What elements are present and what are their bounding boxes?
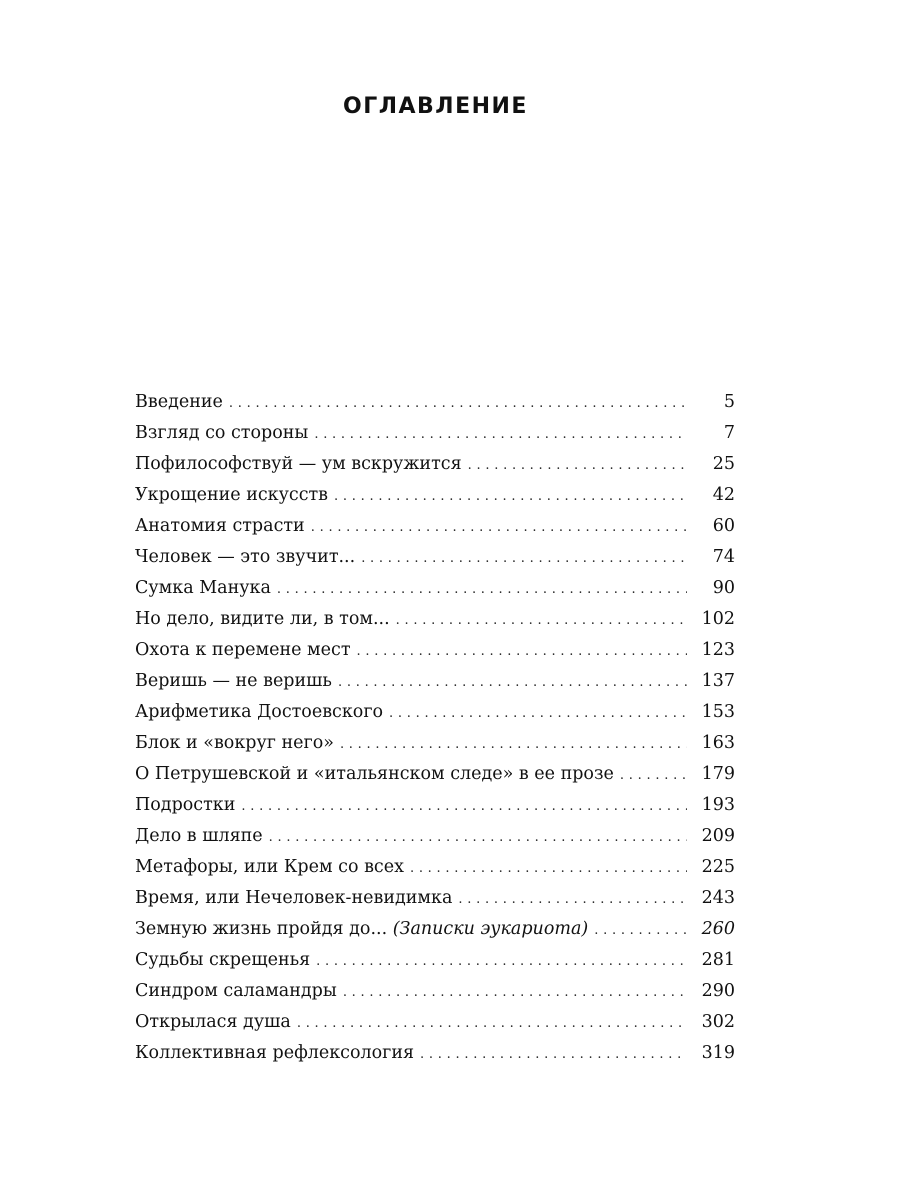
toc-entry-page: 153 [701, 702, 735, 722]
dot-leader [334, 481, 687, 512]
toc-entry-page: 163 [701, 733, 735, 753]
toc-entry [135, 976, 735, 1007]
toc-entry [135, 728, 735, 759]
dot-leader [314, 419, 687, 450]
toc-entry-page: 243 [701, 888, 735, 908]
page-title: ОГЛАВЛЕНИЕ [343, 94, 528, 119]
dot-leader [396, 605, 687, 636]
dot-leader [468, 450, 687, 481]
toc-entry [135, 511, 735, 542]
toc-entry-title: Судьбы скрещенья [135, 950, 311, 970]
toc-entry-page: 193 [701, 795, 735, 815]
toc-entry [135, 1038, 735, 1069]
dot-leader [277, 574, 687, 605]
toc-entry [135, 635, 735, 666]
dot-leader [410, 853, 687, 884]
toc-entry-page: 7 [723, 423, 735, 443]
toc-entry-title: Время, или Нечеловек-невидимка [135, 888, 453, 908]
toc-entry-title: Открылася душа [135, 1012, 291, 1032]
toc-entry-title: Коллективная рефлексология [135, 1043, 415, 1063]
toc-entry [135, 387, 735, 418]
toc-entry [135, 945, 735, 976]
toc-entry [135, 480, 735, 511]
dot-leader [343, 977, 687, 1008]
toc-entry [135, 914, 735, 945]
dot-leader [389, 698, 687, 729]
toc-entry-title: Пофилософствуй — ум вскружится [135, 454, 462, 474]
toc-entry-page: 60 [712, 516, 735, 536]
table-of-contents [135, 387, 735, 1069]
toc-entry-title: Охота к перемене мест [135, 640, 351, 660]
toc-entry-title: Арифметика Достоевского [135, 702, 384, 722]
toc-entry-title: Веришь — не веришь [135, 671, 332, 691]
toc-entry-page: 102 [701, 609, 735, 629]
toc-entry-title: Сумка Манука [135, 578, 271, 598]
toc-entry-title: О Петрушевской и «итальянском следе» в ее прозе [135, 764, 614, 784]
toc-entry [135, 852, 735, 883]
toc-entry [135, 604, 735, 635]
toc-entry-page: 225 [701, 857, 735, 877]
toc-entry [135, 418, 735, 449]
toc-entry-title: Дело в шляпе [135, 826, 263, 846]
toc-entry-page: 290 [701, 981, 735, 1001]
toc-entry-page: 302 [701, 1012, 735, 1032]
toc-entry [135, 697, 735, 728]
toc-entry [135, 573, 735, 604]
toc-entry-page: 179 [701, 764, 735, 784]
toc-entry [135, 790, 735, 821]
dot-leader [458, 884, 687, 915]
toc-entry [135, 449, 735, 480]
toc-entry-title: Анатомия страсти [135, 516, 305, 536]
toc-entry-page: 319 [701, 1043, 735, 1063]
dot-leader [229, 388, 687, 419]
toc-entry-subtitle: (Записки эукариота) [392, 919, 589, 939]
toc-entry-page: 281 [701, 950, 735, 970]
dot-leader [357, 636, 687, 667]
toc-entry-page: 42 [712, 485, 735, 505]
dot-leader [361, 543, 687, 574]
dot-leader [241, 791, 687, 822]
toc-entry [135, 759, 735, 790]
toc-entry-title: Блок и «вокруг него» [135, 733, 334, 753]
toc-entry-page: 137 [701, 671, 735, 691]
dot-leader [311, 512, 687, 543]
dot-leader [620, 760, 687, 791]
toc-entry-title: Взгляд со стороны [135, 423, 309, 443]
toc-entry [135, 666, 735, 697]
toc-entry [135, 542, 735, 573]
dot-leader [338, 667, 687, 698]
toc-entry-page: 260 [701, 919, 735, 939]
dot-leader [594, 915, 687, 946]
dot-leader [297, 1008, 687, 1039]
toc-entry-title: Подростки [135, 795, 236, 815]
toc-entry-page: 25 [712, 454, 735, 474]
toc-entry-title: Человек — это звучит... [135, 547, 356, 567]
toc-entry-title: Введение [135, 392, 223, 412]
toc-entry [135, 883, 735, 914]
dot-leader [269, 822, 687, 853]
toc-entry-page: 74 [712, 547, 735, 567]
toc-entry-title: Синдром саламандры [135, 981, 337, 1001]
toc-entry-page: 90 [712, 578, 735, 598]
dot-leader [340, 729, 687, 760]
toc-entry-page: 209 [701, 826, 735, 846]
toc-entry-title: Метафоры, или Крем со всех [135, 857, 404, 877]
toc-entry-title: Но дело, видите ли, в том... [135, 609, 390, 629]
dot-leader [316, 946, 687, 977]
toc-entry [135, 821, 735, 852]
toc-entry-title: Земную жизнь пройдя до... (Записки эукариота) [135, 919, 589, 939]
toc-entry-title: Укрощение искусств [135, 485, 329, 505]
toc-entry-page: 5 [723, 392, 735, 412]
dot-leader [420, 1039, 687, 1070]
toc-entry [135, 1007, 735, 1038]
toc-entry-page: 123 [701, 640, 735, 660]
